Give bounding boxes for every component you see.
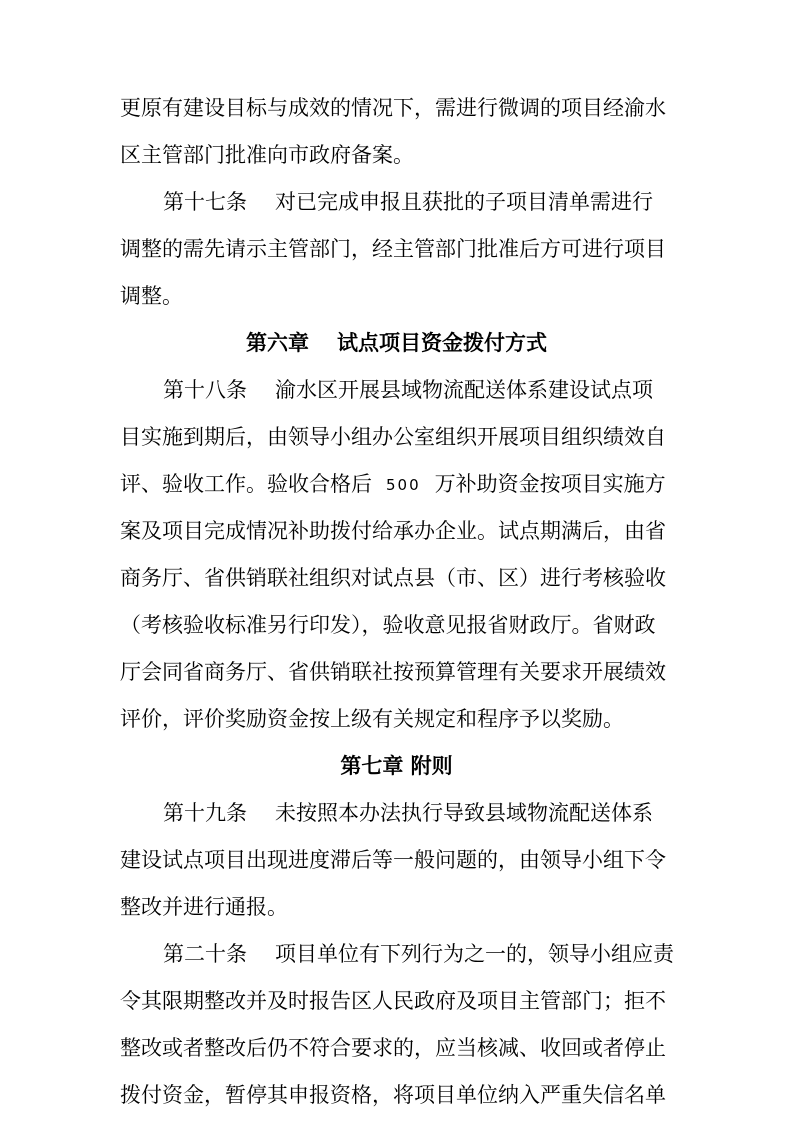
text-line: 建设试点项目出现进度滞后等一般问题的，由领导小组下令 — [120, 848, 666, 872]
article-19-label: 第十九条 — [163, 801, 247, 825]
text-line: 更原有建设目标与成效的情况下，需进行微调的项目经渝水 — [120, 96, 666, 120]
text-line: 整改或者整改后仍不符合要求的，应当核减、收回或者停止 — [120, 1036, 666, 1060]
text-line: 调整的需先请示主管部门，经主管部门批准后方可进行项目 — [120, 237, 666, 261]
text-line: （考核验收标准另行印发），验收意见报省财政厅。省财政 — [120, 613, 656, 637]
text-line: 评、验收工作。验收合格后 500 万补助资金按项目实施方 — [120, 472, 666, 496]
text-line: 案及项目完成情况补助拨付给承办企业。试点期满后，由省 — [120, 519, 666, 543]
text-line: 目实施到期后，由领导小组办公室组织开展项目组织绩效自 — [120, 425, 666, 449]
subsidy-amount: 500 — [386, 476, 421, 494]
article-17-line: 第十七条 对已完成申报且获批的子项目清单需进行 — [163, 190, 653, 214]
text-line: 令其限期整改并及时报告区人民政府及项目主管部门；拒不 — [120, 989, 666, 1013]
chapter-6-heading: 第六章 试点项目资金拨付方式 — [246, 331, 547, 355]
text-line: 整改并进行通报。 — [120, 895, 288, 919]
article-18-line: 第十八条 渝水区开展县域物流配送体系建设试点项 — [163, 378, 653, 402]
article-17-label: 第十七条 — [163, 190, 247, 214]
article-19-line: 第十九条 未按照本办法执行导致县域物流配送体系 — [163, 801, 653, 825]
text-line: 区主管部门批准向市政府备案。 — [120, 143, 414, 167]
text-line: 拨付资金，暂停其申报资格，将项目单位纳入严重失信名单 — [120, 1083, 666, 1107]
chapter-7-heading: 第七章 附则 — [340, 754, 453, 778]
article-20-label: 第二十条 — [163, 942, 247, 966]
article-18-label: 第十八条 — [163, 378, 247, 402]
text-line: 厅会同省商务厅、省供销联社按预算管理有关要求开展绩效 — [120, 660, 666, 684]
article-20-line: 第二十条 项目单位有下列行为之一的，领导小组应责 — [163, 942, 674, 966]
text-line: 商务厅、省供销联社组织对试点县（市、区）进行考核验收 — [120, 566, 666, 590]
text-line: 调整。 — [120, 284, 183, 308]
text-line: 评价，评价奖励资金按上级有关规定和程序予以奖励。 — [120, 707, 624, 731]
